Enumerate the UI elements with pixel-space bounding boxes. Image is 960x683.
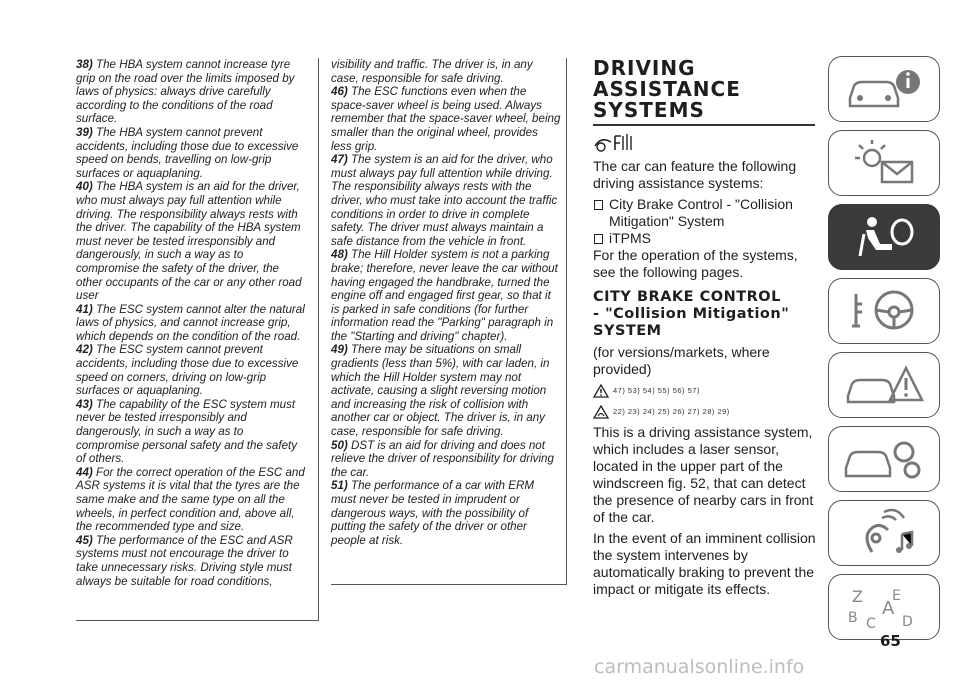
driving-assistance-section <box>593 58 819 602</box>
warning-note: 51) The performance of a car with ERM must never be tested in imprudent or dangerous ways, with the possibility of putting the safety of the driver or other people at risk. <box>331 479 534 547</box>
svg-text:E: E <box>892 588 901 604</box>
bullet-box-icon <box>594 200 603 210</box>
svg-text:A: A <box>882 598 895 619</box>
warning-note: 49) There may be situations on small gradients (less than 5%), with car laden, in which the Hill Holder system may not activate, causing a slight reversing motion and increasing the risk of collision with another car or object. The driver is, in any case, responsible for safe driving. <box>331 343 550 439</box>
list-item: City Brake Control - "Collision Mitigation" System <box>593 196 819 230</box>
column-divider <box>566 58 567 584</box>
intro-text: The car can feature the following driving assistance systems: <box>593 158 797 191</box>
svg-text:D: D <box>902 614 913 630</box>
attention-refs: 22) 23) 24) 25) 26) 27) 28) 29) <box>593 403 819 420</box>
watermark: carmanualsonline.info <box>594 656 805 678</box>
tab-safety[interactable] <box>828 204 940 270</box>
warnings-column-middle <box>331 58 561 547</box>
steering-key-icon <box>842 286 926 336</box>
warning-note: 48) The Hill Holder system is not a parking brake; therefore, never leave the car without having engaged the handbrake, turned the engine off and engaged first gear, so that it is parked in safe conditions (for further information read the "Parking" paragraph in the "Starting and driving" chapter). <box>331 248 558 343</box>
column-divider <box>318 58 319 620</box>
warning-note: 44) For the correct operation of the ESC and ASR systems it is vital that the tyres are the same make and the same type on all the wheels, in perfect condition and, above all, the recommended type and size. <box>76 465 305 534</box>
warnings-column-left <box>76 58 308 588</box>
attention-hand-icon <box>593 405 609 419</box>
car-info-icon <box>842 64 926 114</box>
tab-car-info[interactable] <box>828 56 940 122</box>
column-divider <box>331 584 567 585</box>
warning-note: 40) The HBA system is an aid for the driver, who must always pay full attention while driving. The responsibility always rests with the driver. The capability of the HBA system must never be tested irresponsibly and dangerously, in such a way as to compromise the safety of the driver, the other occupants of the car or any other road user <box>76 180 302 303</box>
tab-index[interactable] <box>828 574 940 640</box>
warning-lights-icon <box>842 138 926 188</box>
body-text: This is a driving assistance system, which includes a laser sensor, located in the upper part of the windscreen fig. 52, that can detect the presence of nearby cars in front of the car. <box>593 424 814 525</box>
warning-refs: 47) 53) 54) 55) 56) 57) <box>593 382 819 399</box>
warning-note: 45) The performance of the ESC and ASR systems must not encourage the driver to take unnecessary risks. Driving style must always be suitable for road conditions, <box>76 533 293 588</box>
warning-triangle-icon <box>593 384 609 398</box>
driver-assistance-icon <box>593 132 819 154</box>
tab-emergency[interactable] <box>828 352 940 418</box>
page-number: 65 <box>880 632 901 650</box>
tab-starting-driving[interactable] <box>828 278 940 344</box>
seat-airbag-icon <box>842 212 926 262</box>
warning-note: 42) The ESC system cannot prevent accidents, including those due to excessive speed on corners, driving on low-grip surfaces or aquaplaning. <box>76 343 299 398</box>
availability-note: (for versions/markets, where provided) <box>593 344 770 377</box>
section-title: DRIVING ASSISTANCE SYSTEMS <box>593 56 741 122</box>
svg-text:Z: Z <box>852 587 863 606</box>
bullet-box-icon <box>594 234 603 244</box>
tab-warning-lights[interactable] <box>828 130 940 196</box>
warning-note: 39) The HBA system cannot prevent accidents, including those due to excessive speed on bends, travelling on low-grip surfaces or aquaplaning. <box>76 125 299 180</box>
svg-text:C: C <box>866 616 876 632</box>
svg-text:B: B <box>848 610 858 626</box>
see-pages-text: For the operation of the systems, see the following pages. <box>593 247 798 280</box>
title-underline <box>593 124 815 126</box>
warning-note: 43) The capability of the ESC system must never be tested irresponsibly and dangerously, in such a way as to compromise personal safety and the safety of others. <box>76 397 298 466</box>
list-item: iTPMS <box>593 230 819 247</box>
tab-maintenance[interactable] <box>828 426 940 492</box>
car-breakdown-icon <box>842 360 926 410</box>
warning-note: 46) The ESC functions even when the space-saver wheel is being used. Always remember that the space-saver wheel, being smaller than the original wheel, provides less grip. <box>331 85 561 153</box>
warning-note: 38) The HBA system cannot increase tyre grip on the road over the limits imposed by laws of physics: always drive carefully according to the conditions of the road surface. <box>76 58 295 126</box>
tab-multimedia[interactable] <box>828 500 940 566</box>
column-divider <box>76 620 319 621</box>
multimedia-icon <box>842 508 926 558</box>
warning-note: visibility and traffic. The driver is, in any case, responsible for safe driving. <box>331 58 533 85</box>
index-abc-icon <box>842 582 926 632</box>
column-divider <box>318 584 319 620</box>
car-maintenance-icon <box>842 434 926 484</box>
warning-note: 50) DST is an aid for driving and does not relieve the driver of responsibility for driving the car. <box>331 438 554 479</box>
warning-note: 41) The ESC system cannot alter the natural laws of physics, and cannot increase grip, which depends on the condition of the road. <box>76 302 305 343</box>
warning-note: 47) The system is an aid for the driver, who must always pay full attention while driving. The responsibility always rests with the driver, who must take into account the traffic conditions in order to drive in complete safety. The driver must always maintain a safe distance from the vehicle in front. <box>331 153 558 248</box>
body-text: In the event of an imminent collision the system intervenes by automatically braking to prevent the impact or mitigate its effects. <box>593 530 816 597</box>
subsection-title: CITY BRAKE CONTROL - "Collision Mitigation" SYSTEM <box>593 289 790 339</box>
